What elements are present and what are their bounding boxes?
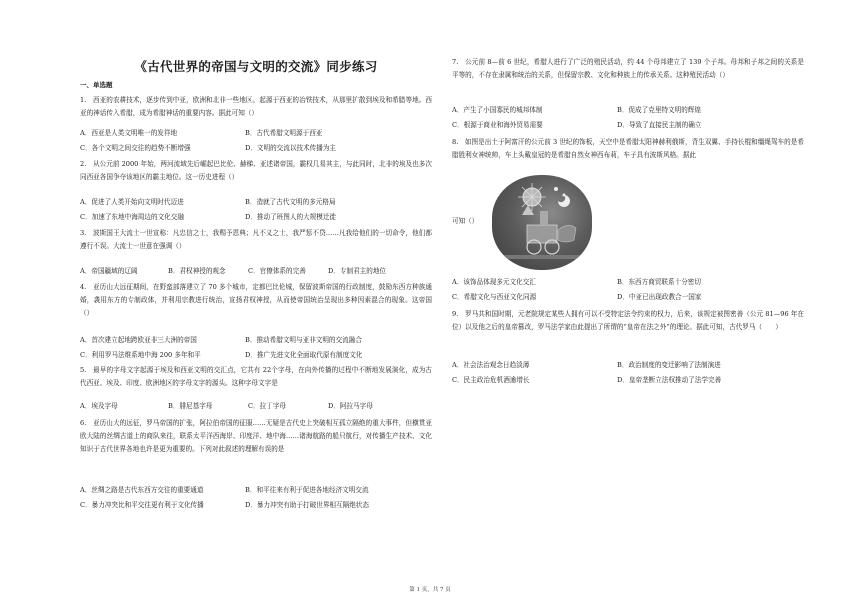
option[interactable]: A．埃及字母	[80, 402, 118, 410]
question-4: 4. 亚历山大远征期间，在野蛮部落建立了 70 多个城市，定都巴比伦城，保留波斯帝国的行政制度，鼓励东西方种族通婚，袭用东方的专制政体，并利用宗教进行统治，宣扬君权神授，从而使帝国统治呈现出多种因素混合的现象。这帝国（）	[80, 283, 432, 318]
question-8: 8. 如图是出土于阿富汗的公元前 3 世纪的饰板，天空中是希腊太阳神赫利俄斯，背生双翼、手持长棍和缰绳驾车的是希腊胜利女神统帅，车上头戴皇冠的是希腊自然女神西布莉，车子具有波斯风格。据此	[452, 138, 804, 160]
option[interactable]: B．和平往来有利于促进各地经济文明交流	[245, 486, 369, 494]
question-3: 3. 波斯国王大流士一世宣称：凡忠信之士，我赐予恩典；凡不义之士，我严惩不贷……凡我给他们的一切命令，他们都遵行不误。大流士一世意在强调（）	[80, 229, 432, 251]
option[interactable]: A．社会法治观念日趋淡薄	[452, 361, 530, 369]
option[interactable]: B．古代希腊文明源于西亚	[245, 129, 323, 137]
option[interactable]: D．专制君主的地位	[328, 267, 387, 275]
option[interactable]: A．西亚是人类文明唯一的发祥地	[80, 129, 178, 137]
option[interactable]: A．该饰品体现多元文化交汇	[452, 278, 536, 286]
question-9: 9. 罗马共和国时期，元老院规定某些人拥有可以不受特定法令约束的权力，后来，该规定被图密善（公元 81—96 年在位）以及他之后的皇帝篡改，罗马法学家由此提出了所谓的“皇帝在法之外”的理论。据此可知，古代罗马（ ）	[452, 310, 804, 332]
option[interactable]: B．东西方商贸联系十分密切	[617, 278, 701, 286]
option[interactable]: C．民主政治危机酒逾增长	[452, 375, 530, 384]
option[interactable]: A．产生了小国寡民的城邦体制	[452, 106, 543, 114]
page-title: 《古代世界的帝国与文明的交流》同步练习	[134, 59, 378, 74]
option[interactable]: D．导致了直接民主制的确立	[617, 120, 702, 129]
option[interactable]: D．皇帝垄断立法权推动了法学完善	[617, 375, 722, 384]
question-6: 6. 亚历山大的远征，罗马帝国的扩张，阿拉伯帝国的征服……无疑是古代史上突破相互孤立隔绝的重大事件，但横贯亚欧大陆的丝绸古道上的商队来往，联系太平洋西海岸、印度洋、地中海……诸海航路的船只航行，对传播生产技术、文化知识于古代世界各地也许是更为重要的。下列对此叙述的理解有误的是	[80, 419, 432, 454]
option[interactable]: A．促进了人类开始向文明时代迈进	[80, 198, 184, 206]
option[interactable]: B．腓尼基字母	[168, 402, 213, 410]
question-9-options	[452, 359, 807, 384]
option[interactable]: C．暴力冲突比和平交往更有利于文化传播	[80, 500, 204, 509]
question-1-options	[80, 127, 435, 152]
option[interactable]: C．各个文明之间交往的趋势不断增强	[80, 143, 191, 152]
option[interactable]: D．阿拉马字母	[328, 402, 373, 410]
option[interactable]: B．促成了克里特文明的辉煌	[617, 106, 701, 114]
option[interactable]: B．君权神授的观念	[168, 267, 226, 275]
option[interactable]: D．暴力冲突有助于打破世界相互隔绝状态	[245, 500, 369, 509]
option[interactable]: C．利用罗马法维系地中海 200 多年和平	[80, 350, 201, 359]
question-8-options	[452, 276, 807, 301]
option[interactable]: D．中亚已出现政教合一国家	[617, 292, 702, 301]
question-4-options	[80, 334, 435, 359]
option[interactable]: C．官僚体系的完善	[248, 267, 306, 275]
option[interactable]: B．政治制度的变迁影响了法制演进	[617, 361, 721, 369]
option[interactable]: C．拉丁字母	[248, 402, 287, 410]
option[interactable]: C．希腊文化与西亚文化同源	[452, 292, 537, 301]
option[interactable]: C．加速了东地中海周边的文化交融	[80, 212, 184, 221]
question-1: 1. 西亚的农耕技术，逐步传到中亚，欧洲和北非一些地区。起源于西亚的冶铁技术，从那里扩散到埃及和希腊等地。西亚的神话传入希腊，成为希腊神话的重要内容。据此可知（）	[80, 96, 432, 118]
question-8-caption: 可知（）	[452, 217, 479, 225]
question-6-options	[80, 484, 435, 509]
option[interactable]: D．文明的交流以技术传播为主	[245, 143, 337, 152]
option[interactable]: B．造就了古代文明的多元格局	[245, 198, 336, 206]
option[interactable]: D．推动了班图人的大规模迁徙	[245, 212, 337, 221]
question-3-options	[80, 265, 428, 275]
option[interactable]: A．帝国疆域的辽阔	[80, 267, 138, 275]
option[interactable]: C．根源于商业和海外贸易需要	[452, 120, 543, 129]
question-5-options	[80, 400, 428, 410]
question-2-options	[80, 196, 435, 221]
option[interactable]: B．推动希腊文明与亚非文明的交流融合	[245, 336, 362, 344]
option[interactable]: A．丝绸之路是古代东西方交往的重要通道	[80, 486, 204, 494]
section-heading: 一、单选题	[80, 81, 113, 89]
question-7-options	[452, 104, 807, 129]
page-footer: 第 1 页，共 7 页	[409, 587, 451, 593]
option[interactable]: A．首次建立起地跨欧亚非三大洲的帝国	[80, 336, 197, 344]
question-7: 7. 公元前 8—前 6 世纪，希腊人进行了广泛的殖民活动，约 44 个母邦建立了 139 个子邦。母邦和子邦之间的关系是平等的，不存在隶属和统治的关系，但保留宗教、文化和种族上的传承关系。这种殖民活动（）	[452, 58, 804, 80]
option[interactable]: D．推广先进文化全面取代原有制度文化	[245, 350, 363, 359]
question-2: 2. 从公元前 2000 年始，两河流域先后崛起巴比伦、赫梯、亚述诸帝国，霸权几易其主，与此同时，北非的埃及也多次同西亚各国争夺该地区的霸主地位。这一历史进程（）	[80, 160, 432, 182]
question-5: 5. 最早的字母文字起源于埃及和西亚文明的交汇点，它共有 22个字母，在向外传播的过程中不断地发展演化，成为古代西亚、埃及、印度、欧洲地区的字母文字的源头。这种字母文字是	[80, 366, 432, 388]
